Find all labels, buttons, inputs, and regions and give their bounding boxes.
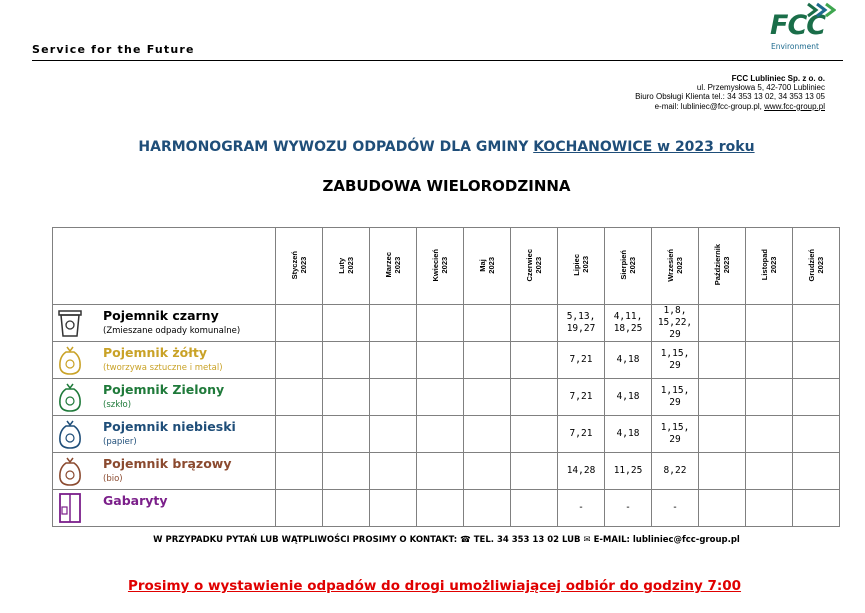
bin-row: [53, 416, 840, 453]
schedule-cell: [605, 342, 652, 379]
month-header-9: [699, 228, 746, 305]
schedule-cell: [511, 342, 558, 379]
schedule-cell: [464, 416, 511, 453]
schedule-cell: [558, 342, 605, 379]
month-label: [666, 249, 684, 282]
schedule-cell: [511, 305, 558, 342]
schedule-cell: [370, 305, 417, 342]
schedule-cell: [276, 342, 323, 379]
month-header-2: [370, 228, 417, 305]
brown-bag-icon: [57, 456, 83, 486]
schedule-cell: [746, 453, 793, 490]
company-address: ul. Przemysłowa 5, 42-700 Lubliniec: [696, 83, 825, 93]
month-year: 2023: [581, 256, 590, 274]
bin-row: [53, 342, 840, 379]
month-name: Listopad: [760, 249, 769, 281]
bin-name: Pojemnik brązowy: [103, 456, 232, 471]
schedule-cell: [605, 490, 652, 527]
collection-dates: -: [672, 502, 678, 513]
bin-label-cell: [53, 305, 276, 342]
month-label: [337, 257, 355, 274]
schedule-cell: [323, 490, 370, 527]
schedule-cell: [276, 453, 323, 490]
schedule-cell: [699, 416, 746, 453]
company-website-link[interactable]: www.fcc-group.pl: [764, 101, 825, 111]
month-year: 2023: [675, 256, 684, 274]
collection-dates: 14,28: [566, 465, 596, 476]
schedule-cell: [605, 416, 652, 453]
schedule-cell: [417, 342, 464, 379]
contact-prefix: W PRZYPADKU PYTAŃ LUB WĄTPLIWOŚCI PROSIMY O KONTAKT:: [153, 535, 458, 545]
month-label: [525, 249, 543, 282]
schedule-cell: [793, 453, 840, 490]
schedule-cell: [276, 379, 323, 416]
month-name: Wrzesień: [666, 248, 675, 282]
schedule-cell: [746, 379, 793, 416]
schedule-cell: [276, 416, 323, 453]
schedule-cell: [417, 416, 464, 453]
company-email: e-mail: lubliniec@fcc-group.pl,: [654, 101, 765, 111]
month-name: Czerwiec: [525, 248, 534, 282]
month-name: Luty: [337, 257, 346, 273]
bin-description: (szkło): [103, 400, 132, 410]
schedule-cell: [558, 305, 605, 342]
bin-description: (Zmieszane odpady komunalne): [103, 326, 241, 336]
collection-dates: 5,13, 19,27: [566, 311, 596, 334]
month-year: 2023: [346, 256, 355, 274]
month-header-10: [746, 228, 793, 305]
month-label: [384, 252, 402, 277]
month-label: [619, 250, 637, 280]
schedule-table: [52, 227, 840, 527]
schedule-cell: [699, 379, 746, 416]
bin-label-cell: [53, 416, 276, 453]
table-corner: [53, 228, 276, 305]
bin-row: [53, 453, 840, 490]
month-year: 2023: [628, 256, 637, 274]
schedule-cell: [746, 342, 793, 379]
schedule-cell: [464, 305, 511, 342]
schedule-cell: [652, 305, 699, 342]
company-contact: [635, 102, 825, 111]
schedule-cell: [746, 490, 793, 527]
month-year: 2023: [816, 256, 825, 274]
phone-icon: ☎: [460, 535, 471, 545]
bin-row: [53, 305, 840, 342]
collection-dates: 4,18: [616, 354, 640, 365]
bin-row: [53, 490, 840, 527]
header-divider: [32, 60, 843, 61]
month-name: Marzec: [384, 252, 393, 278]
company-name: FCC Lubliniec Sp. z o. o.: [731, 74, 825, 83]
month-header-11: [793, 228, 840, 305]
collection-dates: 4,18: [616, 428, 640, 439]
schedule-cell: [323, 342, 370, 379]
schedule-cell: [370, 379, 417, 416]
bin-label-cell: [53, 342, 276, 379]
schedule-cell: [793, 305, 840, 342]
month-label: [290, 251, 308, 279]
schedule-cell: [558, 379, 605, 416]
collection-notice: Prosimy o wystawienie odpadów do drogi umożliwiającej odbiór do godziny 7:00: [127, 578, 742, 594]
schedule-cell: [558, 416, 605, 453]
month-label: [431, 249, 449, 282]
month-name: Styczeń: [290, 250, 299, 280]
bin-description: (bio): [103, 474, 123, 484]
schedule-cell: [699, 305, 746, 342]
schedule-cell: [652, 342, 699, 379]
month-header-5: [511, 228, 558, 305]
schedule-cell: [746, 305, 793, 342]
month-label: [807, 249, 825, 282]
black-bin-icon: [57, 308, 83, 338]
schedule-cell: [511, 379, 558, 416]
month-name: Październik: [713, 244, 722, 286]
collection-dates: 1,15, 29: [660, 348, 690, 371]
month-label: [760, 249, 778, 280]
schedule-cell: [793, 379, 840, 416]
bin-name: Gabaryty: [103, 493, 168, 508]
title-prefix: HARMONOGRAM WYWOZU ODPADÓW DLA GMINY: [138, 139, 534, 155]
schedule-cell: [652, 379, 699, 416]
blue-bag-icon: [57, 419, 83, 449]
schedule-cell: [323, 416, 370, 453]
month-name: Maj: [478, 258, 487, 272]
schedule-cell: [464, 453, 511, 490]
schedule-cell: [417, 305, 464, 342]
schedule-cell: [558, 453, 605, 490]
logo-text: FCC: [770, 10, 826, 41]
schedule-cell: [793, 490, 840, 527]
title-municipality: KOCHANOWICE w 2023 roku: [533, 139, 755, 155]
month-year: 2023: [487, 256, 496, 274]
schedule-cell: [276, 305, 323, 342]
collection-dates: -: [625, 502, 631, 513]
month-header-1: [323, 228, 370, 305]
bin-label-cell: [53, 379, 276, 416]
company-info: [635, 74, 825, 111]
schedule-cell: [511, 490, 558, 527]
month-year: 2023: [393, 256, 402, 274]
schedule-cell: [699, 342, 746, 379]
schedule-cell: [511, 453, 558, 490]
month-label: [713, 244, 731, 285]
schedule-cell: [417, 490, 464, 527]
schedule-cell: [605, 305, 652, 342]
month-header-8: [652, 228, 699, 305]
collection-dates: 7,21: [569, 428, 593, 439]
schedule-cell: [417, 379, 464, 416]
month-name: Kwiecień: [431, 248, 440, 282]
month-name: Lipiec: [572, 254, 581, 276]
bin-description: (tworzywa sztuczne i metal): [103, 363, 223, 373]
schedule-cell: [464, 342, 511, 379]
schedule-cell: [511, 416, 558, 453]
fcc-logo: [764, 2, 844, 52]
wardrobe-icon: [57, 493, 83, 523]
schedule-cell: [323, 453, 370, 490]
bin-label-cell: [53, 490, 276, 527]
schedule-cell: [652, 453, 699, 490]
schedule-cell: [699, 490, 746, 527]
collection-dates: 4,18: [616, 391, 640, 402]
bin-name: Pojemnik czarny: [103, 308, 219, 323]
month-year: 2023: [534, 256, 543, 274]
collection-dates: 7,21: [569, 391, 593, 402]
bin-label-cell: [53, 453, 276, 490]
company-phone: Biuro Obsługi Klienta tel.: 34 353 13 02, 34 353 13 05: [635, 92, 825, 102]
collection-dates: 4,11, 18,25: [613, 311, 643, 334]
schedule-cell: [323, 379, 370, 416]
month-name: Sierpień: [619, 250, 628, 280]
schedule-cell: [370, 416, 417, 453]
schedule-cell: [746, 416, 793, 453]
bin-row: [53, 379, 840, 416]
contact-phone: TEL. 34 353 13 02 LUB: [473, 535, 581, 545]
contact-line: [0, 535, 865, 545]
month-year: 2023: [440, 256, 449, 274]
month-header-7: [605, 228, 652, 305]
contact-email: E-MAIL: lubliniec@fcc-group.pl: [593, 535, 740, 545]
collection-dates: 1,15, 29: [660, 385, 690, 408]
mail-icon: ✉: [583, 535, 591, 545]
yellow-bag-icon: [57, 345, 83, 375]
schedule-cell: [652, 490, 699, 527]
schedule-cell: [464, 490, 511, 527]
page-subtitle: ZABUDOWA WIELORODZINNA: [322, 177, 571, 195]
bin-name: Pojemnik niebieski: [103, 419, 236, 434]
tagline: Service for the Future: [32, 43, 195, 56]
month-year: 2023: [722, 256, 731, 274]
collection-dates: -: [578, 502, 584, 513]
schedule-cell: [323, 305, 370, 342]
green-bag-icon: [57, 382, 83, 412]
month-year: 2023: [299, 256, 308, 274]
month-header-0: [276, 228, 323, 305]
collection-dates: 7,21: [569, 354, 593, 365]
schedule-cell: [558, 490, 605, 527]
schedule-cell: [793, 416, 840, 453]
month-label: [478, 257, 496, 274]
schedule-cell: [652, 416, 699, 453]
month-label: [572, 254, 590, 276]
collection-dates: 1,15, 29: [660, 422, 690, 445]
schedule-cell: [370, 490, 417, 527]
schedule-cell: [605, 453, 652, 490]
collection-dates: 1,8, 15,22, 29: [657, 305, 693, 340]
schedule-cell: [464, 379, 511, 416]
bin-description: (papier): [103, 437, 137, 447]
schedule-cell: [605, 379, 652, 416]
schedule-cell: [276, 490, 323, 527]
logo-arrows-icon: [806, 2, 836, 18]
logo-subtext: Environment: [771, 42, 819, 51]
collection-dates: 11,25: [613, 465, 643, 476]
schedule-cell: [793, 342, 840, 379]
collection-dates: 8,22: [663, 465, 687, 476]
month-header-row: [53, 228, 840, 305]
month-header-3: [417, 228, 464, 305]
schedule-cell: [417, 453, 464, 490]
bin-name: Pojemnik Zielony: [103, 382, 225, 397]
month-year: 2023: [769, 256, 778, 274]
page-title: [0, 139, 865, 155]
month-name: Grudzień: [807, 248, 816, 282]
month-header-6: [558, 228, 605, 305]
month-header-4: [464, 228, 511, 305]
schedule-cell: [370, 342, 417, 379]
schedule-cell: [370, 453, 417, 490]
schedule-cell: [699, 453, 746, 490]
bin-name: Pojemnik żółty: [103, 345, 208, 360]
